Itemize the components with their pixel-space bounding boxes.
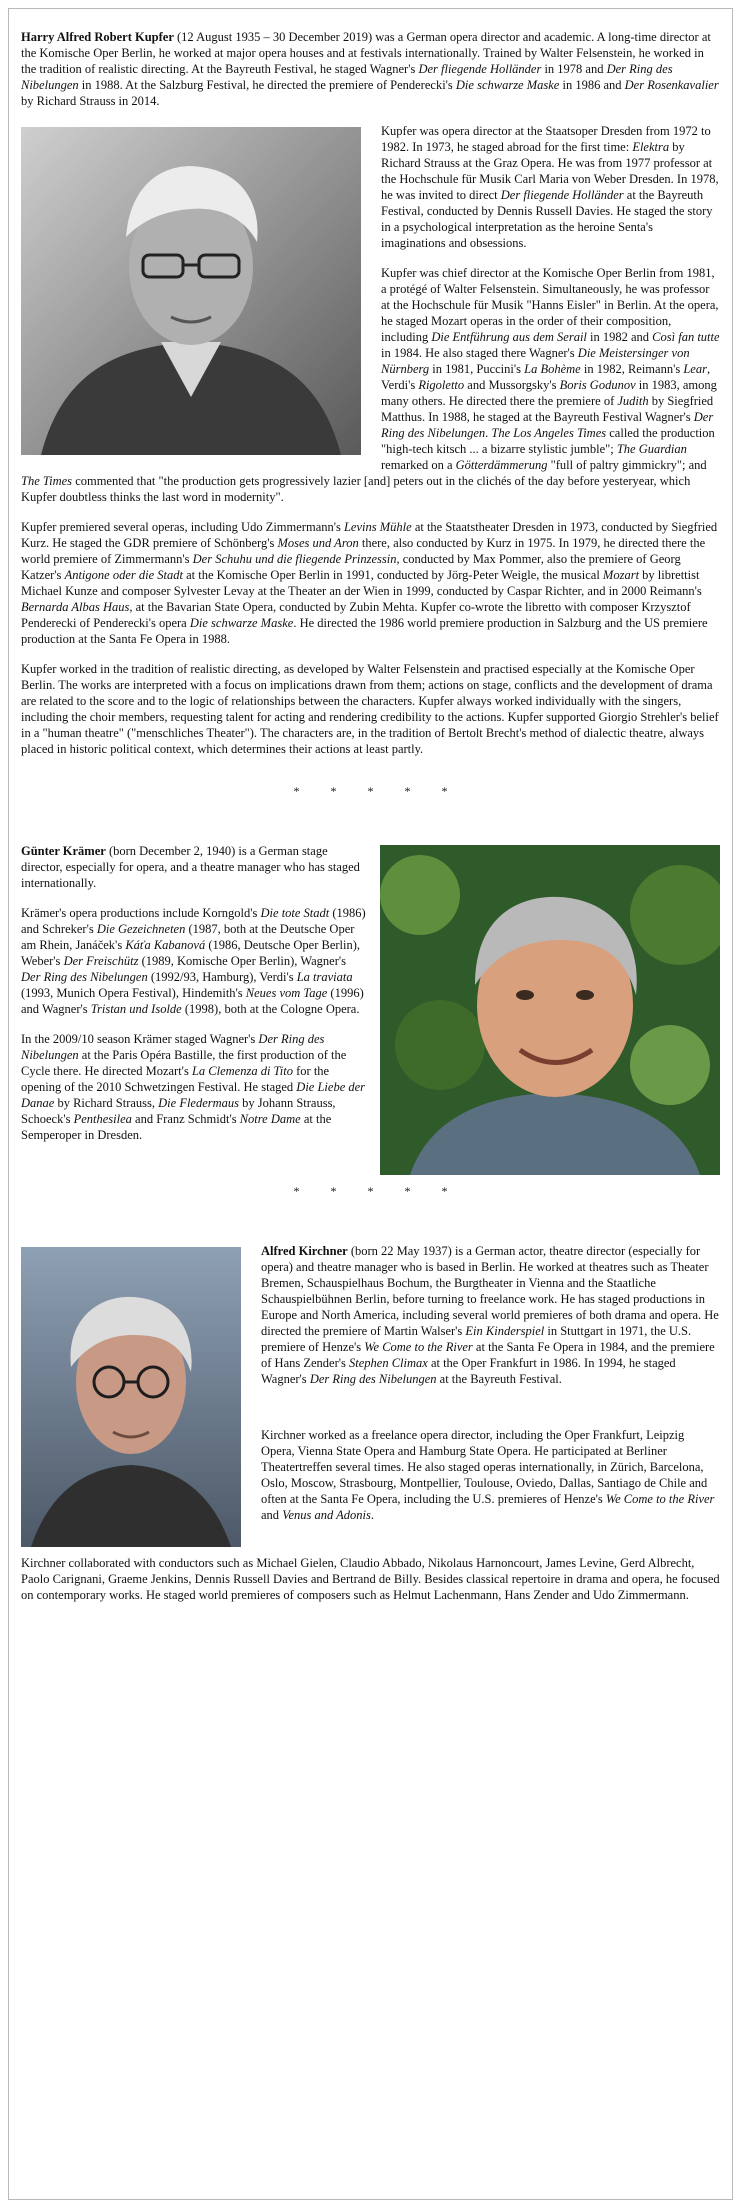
- text-run: Der Rosenkavalier: [624, 78, 719, 92]
- text-run: Tristan und Isolde: [90, 1002, 182, 1016]
- text-run: Kirchner collaborated with conductors such as Michael Gielen, Claudio Abbado, Nikolaus Harnoncourt, James Levine, Gerd Albrecht, Paolo Carignani, Graeme Jenkins, Dennis Russell Davies and Bertrand de Billy. Besides classical repertoire in drama and opera, he focused on contemporary works. He staged world premieres of composers such as Helmut Lachenmann, Hans Zender and Udo Zimmermann.: [21, 1556, 720, 1602]
- text-run: at the Paris Opéra Bastille, the first production of the Cycle there. He directed Mozart's: [21, 1048, 347, 1078]
- text-run: Der Schuhu und die fliegende Prinzessin: [192, 552, 397, 566]
- text-run: "full of paltry gimmickry"; and: [547, 458, 707, 472]
- text-run: La traviata: [296, 970, 353, 984]
- text-run: La Bohème: [524, 362, 581, 376]
- kupfer-style: [21, 661, 720, 757]
- text-run: Götterdämmerung: [455, 458, 548, 472]
- text-run: , conducted by Max Pommer, also the premiere of Georg Katzer's: [21, 552, 681, 582]
- text-run: Boris Godunov: [559, 378, 636, 392]
- text-run: Lear: [683, 362, 707, 376]
- section-kraemer: [21, 843, 720, 1143]
- text-run: The Times: [21, 474, 73, 488]
- text-run: Die Liebe der Danae: [21, 1080, 366, 1110]
- text-run: Kupfer was opera director at the Staatsoper Dresden from 1972 to 1982. In 1973, he staged abroad for the first time:: [381, 124, 711, 154]
- text-run: Kirchner worked as a freelance opera director, including the Oper Frankfurt, Leipzig Opera, Vienna State Opera and Hamburg State Opera. He participated at Berliner Theatertreffen several times. He also staged operas internationally, in Zürich, Barcelona, Oslo, Moscow, Strasbourg, Montpellier, Toulouse, Oviedo, Dallas, Santiago de Chile and often at the Santa Fe Opera, including the U.S. premieres of Henze's: [261, 1428, 708, 1506]
- text-run: (born December 2, 1940) is a German stage director, especially for opera, and a theatre manager who has staged internationally.: [21, 844, 360, 890]
- text-run: Die Entführung aus dem Serail: [431, 330, 587, 344]
- text-run: at the Bayreuth Festival, conducted by Dennis Russell Davies. He staged the story in a psychological interpretation as the heroine Senta's imaginations and obsessions.: [381, 188, 713, 250]
- text-run: .: [485, 426, 492, 440]
- text-run: in 1988. At the Salzburg Festival, he directed the premiere of Penderecki's: [78, 78, 456, 92]
- text-run: (1996) and Wagner's: [21, 986, 364, 1016]
- text-run: (1989, Komische Oper Berlin), Wagner's: [138, 954, 346, 968]
- text-run: Der fliegende Holländer: [418, 62, 542, 76]
- text-run: Die Gezeichneten: [96, 922, 186, 936]
- text-run: Stephen Climax: [349, 1356, 428, 1370]
- text-run: Die schwarze Maske: [189, 616, 294, 630]
- text-run: by Richard Strauss,: [54, 1096, 159, 1110]
- text-run: and: [261, 1508, 283, 1522]
- text-run: (1998), both at the Cologne Opera.: [181, 1002, 360, 1016]
- section-kirchner: [21, 1243, 720, 1603]
- text-run: Ein Kinderspiel: [465, 1324, 545, 1338]
- text-run: Rigoletto: [418, 378, 465, 392]
- portrait-kraemer-image: [380, 845, 720, 1175]
- text-run: Der Freischütz: [63, 954, 139, 968]
- text-run: We Come to the River: [605, 1492, 715, 1506]
- text-run: remarked on a: [381, 458, 456, 472]
- text-run: Levins Mühle: [343, 520, 412, 534]
- text-run: at the Santa Fe Opera in 1984, and the premiere of Hans Zender's: [261, 1340, 715, 1370]
- text-run: Notre Dame: [239, 1112, 301, 1126]
- text-run: Harry Alfred Robert Kupfer: [21, 30, 174, 44]
- text-run: Günter Krämer: [21, 844, 106, 858]
- text-run: (12 August 1935 – 30 December 2019) was a German opera director and academic. A long-time director at the Komische Oper Berlin, he worked at major opera houses and at festivals internationally. Trained by Walter Felsenstein, he worked in the tradition of realistic directing. At the Bayreuth Festival, he staged Wagner's: [21, 30, 711, 76]
- text-run: by Siegfried Matthus. In 1988, he staged at the Bayreuth Festival Wagner's: [381, 394, 714, 424]
- text-run: by Richard Strauss at the Graz Opera. He was from 1977 professor at the Hochschule für Musik Carl Maria von Weber Dresden. In 1978, he was invited to direct: [381, 140, 719, 202]
- text-run: in Stuttgart in 1971, the U.S. premiere of Henze's: [261, 1324, 692, 1354]
- text-run: La Clemenza di Tito: [191, 1064, 293, 1078]
- section-kupfer: [21, 29, 720, 757]
- text-run: at the Oper Frankfurt in 1986. In 1994, he staged Wagner's: [261, 1356, 676, 1386]
- text-run: by librettist Michael Kunze and composer Sylvester Levay at the Theater an der Wien in 1999, conducted by Caspar Richter, and in 2000 Reimann's: [21, 568, 702, 598]
- text-run: at the Semperoper in Dresden.: [21, 1112, 332, 1142]
- text-run: in 1978 and: [541, 62, 607, 76]
- kupfer-intro: [21, 29, 720, 109]
- text-run: by Johann Strauss, Schoeck's: [21, 1096, 336, 1126]
- text-run: called the production "high-tech kitsch ... a bizarre stylistic jumble";: [381, 426, 715, 456]
- text-run: (1986) and Schreker's: [21, 906, 366, 936]
- text-run: Der Ring des Nibelungen: [21, 62, 673, 92]
- text-run: there, also conducted by Kurz in 1975. In 1979, he directed there the world premiere of Zimmermann's: [21, 536, 706, 566]
- text-run: (1992/93, Hamburg), Verdi's: [147, 970, 297, 984]
- text-run: Die Fledermaus: [158, 1096, 240, 1110]
- text-run: Die Meistersinger von Nürnberg: [381, 346, 690, 376]
- text-run: for the opening of the 2010 Schwetzingen Festival. He staged: [21, 1064, 330, 1094]
- section-separator-2: * * * * *: [293, 1184, 462, 1198]
- text-run: at the Bayreuth Festival.: [436, 1372, 562, 1386]
- text-run: Così fan tutte: [652, 330, 720, 344]
- text-run: in 1986 and: [559, 78, 625, 92]
- article-page: [8, 8, 733, 2200]
- text-run: Alfred Kirchner: [261, 1244, 348, 1258]
- text-run: Der Ring des Nibelungen: [309, 1372, 437, 1386]
- text-run: Die tote Stadt: [260, 906, 330, 920]
- text-run: In the 2009/10 season Krämer staged Wagner's: [21, 1032, 259, 1046]
- text-run: in 1981, Puccini's: [429, 362, 525, 376]
- text-run: Judith: [617, 394, 649, 408]
- text-run: Kupfer premiered several operas, including Udo Zimmermann's: [21, 520, 344, 534]
- text-run: Der Ring des Nibelungen: [21, 970, 148, 984]
- text-run: Elektra: [632, 140, 670, 154]
- text-run: at the Staatstheater Dresden in 1973, conducted by Siegfried Kurz. He staged the GDR premiere of Schönberg's: [21, 520, 718, 550]
- portrait-kupfer: [21, 127, 361, 455]
- text-run: by Richard Strauss in 2014.: [21, 94, 160, 108]
- text-run: in 1982, Reimann's: [580, 362, 684, 376]
- text-run: in 1983, among many others. He directed there the premiere of: [381, 378, 717, 408]
- text-run: , Verdi's: [381, 362, 711, 392]
- text-run: in 1982 and: [586, 330, 653, 344]
- text-run: Bernarda Albas Haus: [21, 600, 130, 614]
- kupfer-premieres: [21, 519, 720, 647]
- text-run: Der Ring des Nibelungen: [381, 410, 714, 440]
- kirchner-conductors: [21, 1555, 720, 1603]
- text-run: Der fliegende Holländer: [500, 188, 624, 202]
- portrait-kirchner: [21, 1247, 241, 1547]
- text-run: Kupfer was chief director at the Komische Oper Berlin from 1981, a protégé of Walter Felsenstein. Simultaneously, he was professor at the Hochschule für Musik "Hanns Eisler" in Berlin. At the opera, he staged Mozart operas in the order of their composition, including: [381, 266, 719, 344]
- text-run: Moses und Aron: [277, 536, 359, 550]
- text-run: commented that "the production gets progressively lazier [and] peters out in the clichés of the day before yesteryear, which Kupfer doubtless thinks the last word in modernity".: [21, 474, 691, 504]
- text-run: (born 22 May 1937) is a German actor, theatre director (especially for opera) and theatre manager who is based in Berlin. He worked at theatres such as Theater Bremen, Schauspielhaus Bochum, the Burgtheater in Vienna and the Staatliche Schauspielbühnen Berlin, before turning to freelance work. He has staged productions in Europe and North America, including several world premieres of both drama and opera. He directed the premiere of Martin Walser's: [261, 1244, 719, 1338]
- text-run: (1987, both at the Deutsche Oper am Rhein, Janáček's: [21, 922, 355, 952]
- text-run: and Mussorgsky's: [464, 378, 560, 392]
- text-run: The Guardian: [616, 442, 687, 456]
- portrait-kupfer-image: [21, 127, 361, 455]
- text-run: at the Komische Oper Berlin in 1991, conducted by Jörg-Peter Weigle, the musical: [182, 568, 603, 582]
- text-run: Káťa Kabanová: [125, 938, 206, 952]
- text-run: The Los Angeles Times: [491, 426, 607, 440]
- text-run: Antigone oder die Stadt: [64, 568, 183, 582]
- text-run: in 1984. He also staged there Wagner's: [381, 346, 578, 360]
- text-run: We Come to the River: [364, 1340, 473, 1354]
- text-run: Mozart: [602, 568, 640, 582]
- text-run: Neues vom Tage: [245, 986, 328, 1000]
- text-run: Krämer's opera productions include Korngold's: [21, 906, 261, 920]
- text-run: Venus and Adonis: [282, 1508, 371, 1522]
- text-run: (1986, Deutsche Oper Berlin), Weber's: [21, 938, 361, 968]
- text-run: . He directed the 1986 world premiere production in Salzburg and the US premiere production at the Santa Fe Opera in 1988.: [21, 616, 708, 646]
- text-run: Kupfer worked in the tradition of realistic directing, as developed by Walter Felsenstein and practised especially at the Komische Oper Berlin. The works are interpreted with a focus on implications drawn from them; actions on stage, conflicts and the development of drama are related to the score and to the logic of relationships between the characters. Kupfer always worked individually with the singers, including the choir members, requesting talent for acting and rendering credibility to the actions. Kupfer supported Giorgio Strehler's belief in a "human theatre" ("menschliches Theater"). The characters are, in the tradition of Bertolt Brecht's method of dialectic theatre, always placed in historic political context, which determines their actions at least partly.: [21, 662, 719, 756]
- text-run: (1993, Munich Opera Festival), Hindemith's: [21, 986, 246, 1000]
- text-run: and Franz Schmidt's: [131, 1112, 240, 1126]
- section-separator-1: * * * * *: [293, 784, 462, 798]
- text-run: , at the Bavarian State Opera, conducted by Zubin Mehta. Kupfer co-wrote the libretto with composer Krzysztof Penderecki of Penderecki's opera: [21, 600, 691, 630]
- text-run: Der Ring des Nibelungen: [21, 1032, 325, 1062]
- text-run: .: [370, 1508, 374, 1522]
- portrait-kraemer: [380, 845, 720, 1175]
- text-run: Die schwarze Maske: [455, 78, 560, 92]
- portrait-kirchner-image: [21, 1247, 241, 1547]
- text-run: Penthesilea: [73, 1112, 132, 1126]
